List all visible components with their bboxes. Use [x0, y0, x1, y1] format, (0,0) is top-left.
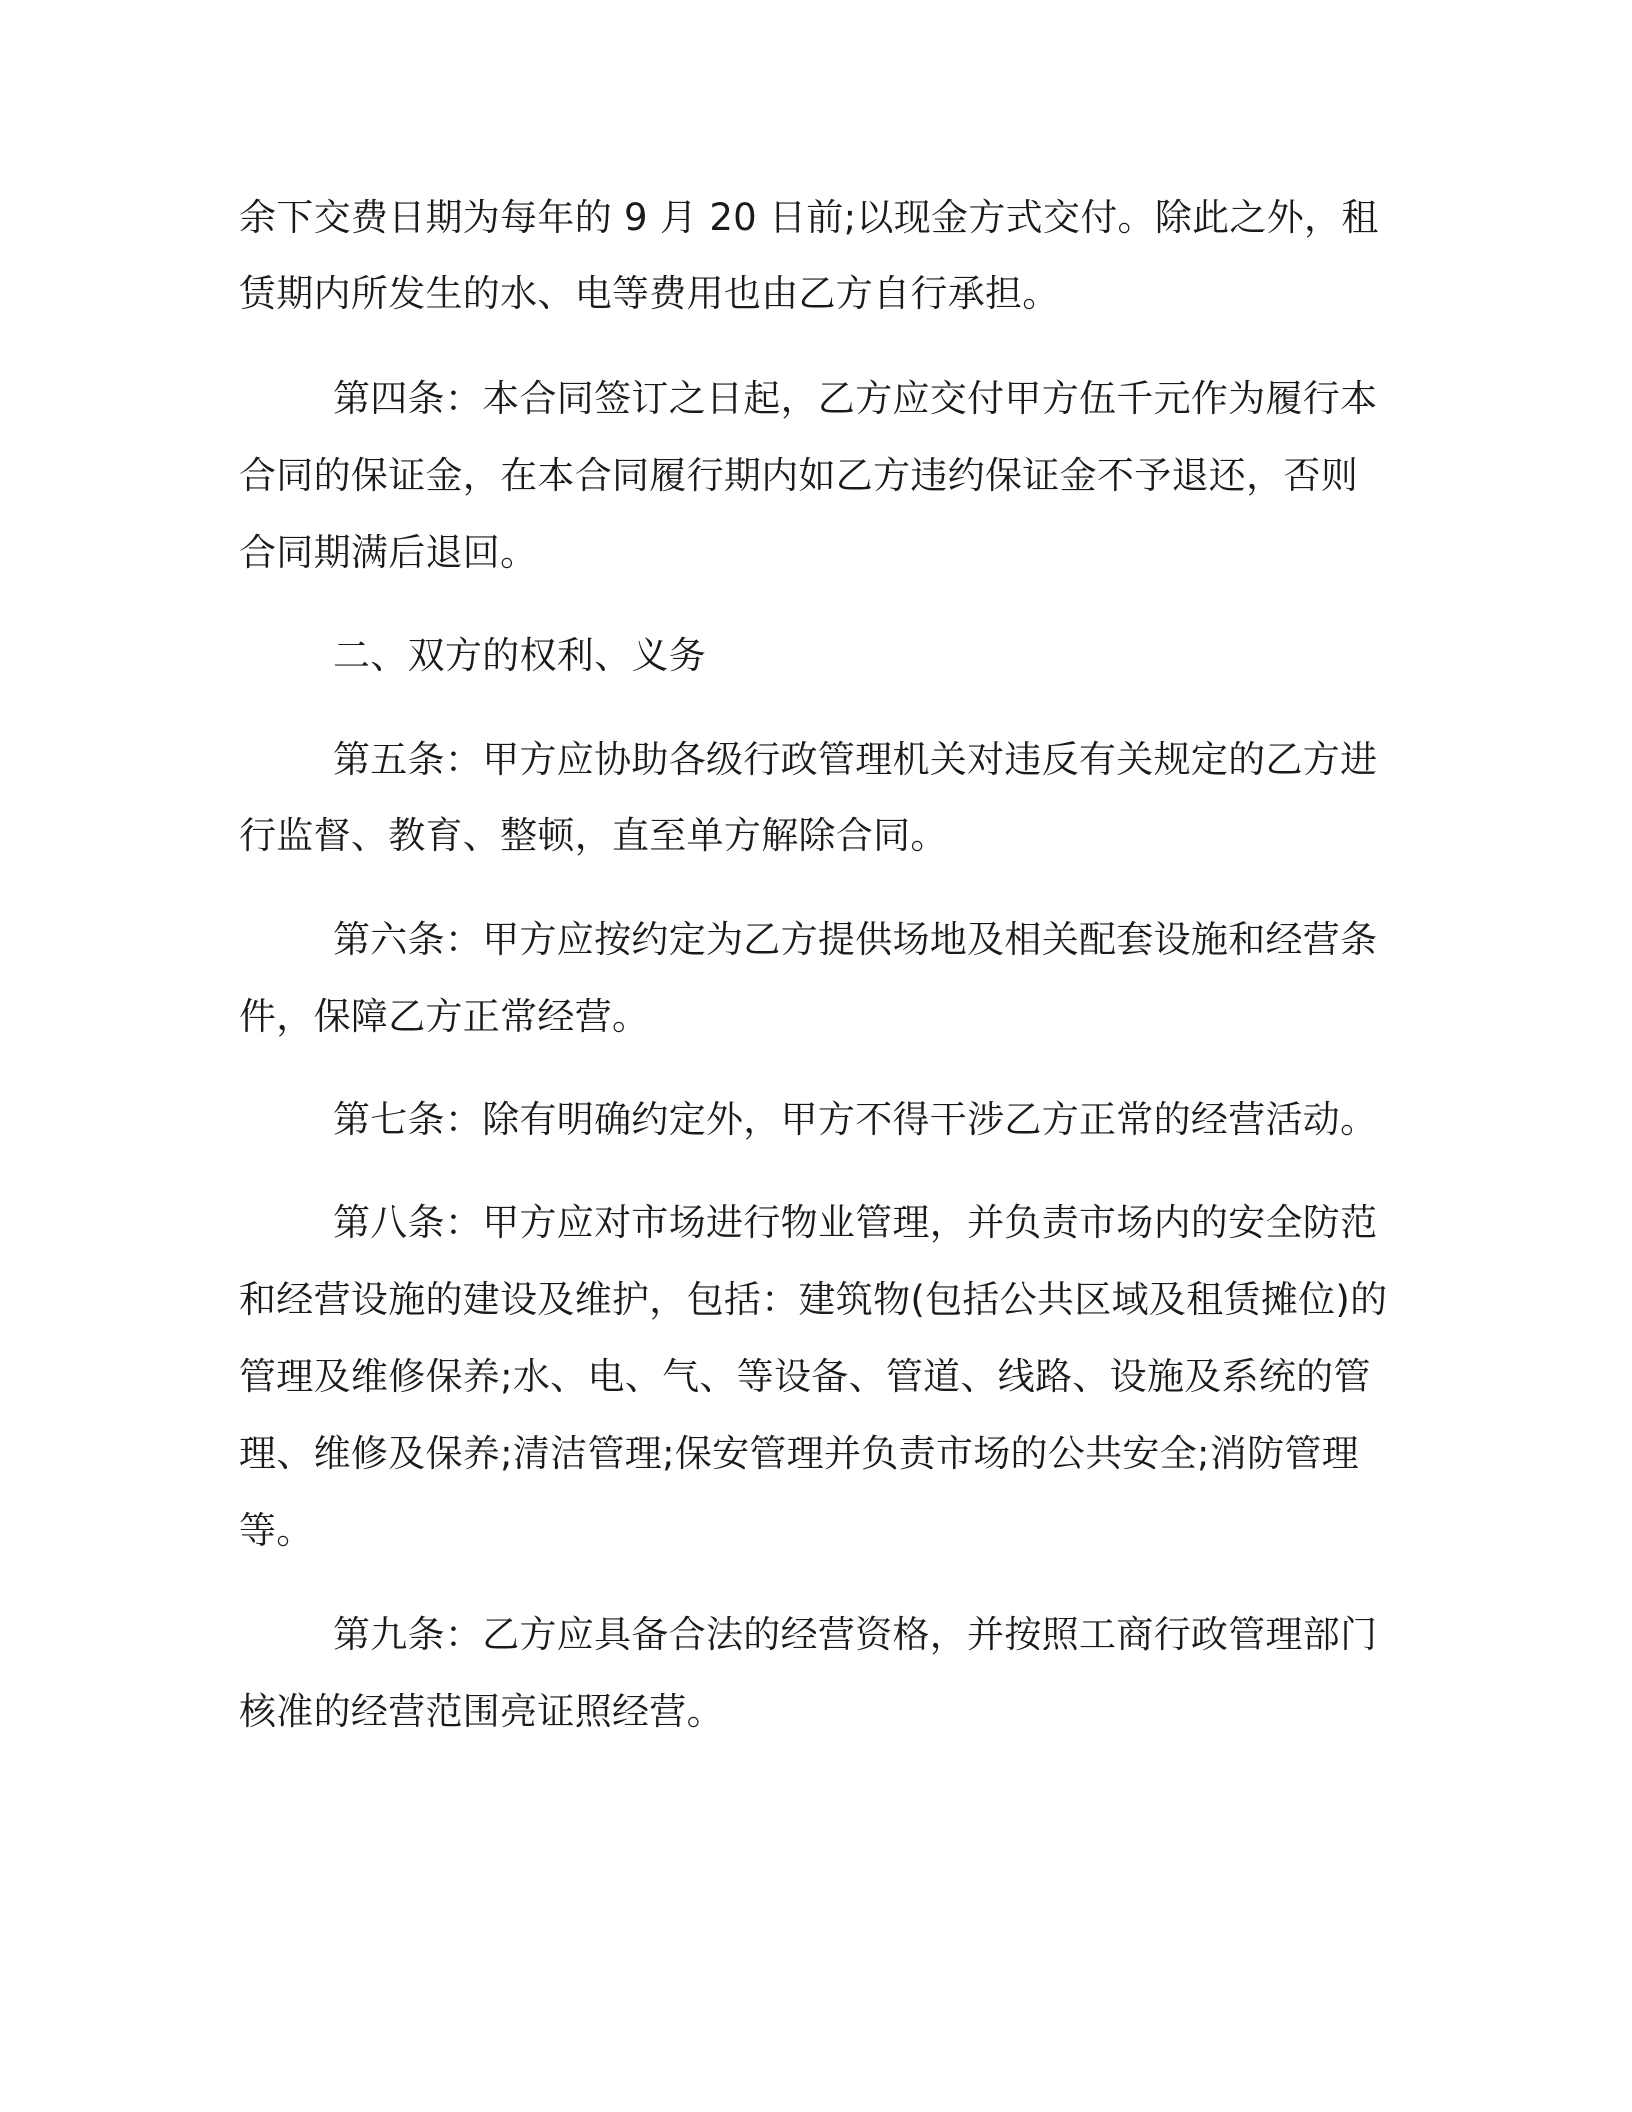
paragraph-line: 第八条：甲方应对市场进行物业管理，并负责市场内的安全防范: [333, 1201, 1378, 1244]
paragraph-line: 赁期内所发生的水、电等费用也由乙方自行承担。: [239, 272, 1060, 315]
paragraph-line: 第六条：甲方应按约定为乙方提供场地及相关配套设施和经营条: [333, 918, 1378, 961]
paragraph-line: 件，保障乙方正常经营。: [239, 995, 650, 1038]
paragraph-line: 第七条：除有明确约定外，甲方不得干涉乙方正常的经营活动。: [333, 1098, 1378, 1141]
paragraph-line: 第九条：乙方应具备合法的经营资格，并按照工商行政管理部门: [333, 1613, 1378, 1656]
paragraph-line: 和经营设施的建设及维护，包括：建筑物(包括公共区域及租赁摊位)的: [239, 1278, 1388, 1321]
paragraph-line: 合同期满后退回。: [239, 531, 538, 574]
paragraph-line: 行监督、教育、整顿，直至单方解除合同。: [239, 814, 948, 857]
paragraph-line: 第四条：本合同签订之日起，乙方应交付甲方伍千元作为履行本: [333, 377, 1378, 420]
paragraph-line: 管理及维修保养;水、电、气、等设备、管道、线路、设施及系统的管: [239, 1355, 1371, 1398]
paragraph-line: 合同的保证金，在本合同履行期内如乙方违约保证金不予退还，否则: [239, 454, 1358, 497]
paragraph-line: 等。: [239, 1509, 314, 1552]
paragraph-line: 理、维修及保养;清洁管理;保安管理并负责市场的公共安全;消防管理: [239, 1432, 1359, 1475]
paragraph-line: 第五条：甲方应协助各级行政管理机关对违反有关规定的乙方进: [333, 738, 1378, 781]
section-heading: 二、双方的权利、义务: [333, 634, 706, 677]
paragraph-line: 核准的经营范围亮证照经营。: [239, 1690, 724, 1733]
paragraph-line: 余下交费日期为每年的 9 月 20 日前;以现金方式交付。除此之外，租: [239, 196, 1379, 239]
